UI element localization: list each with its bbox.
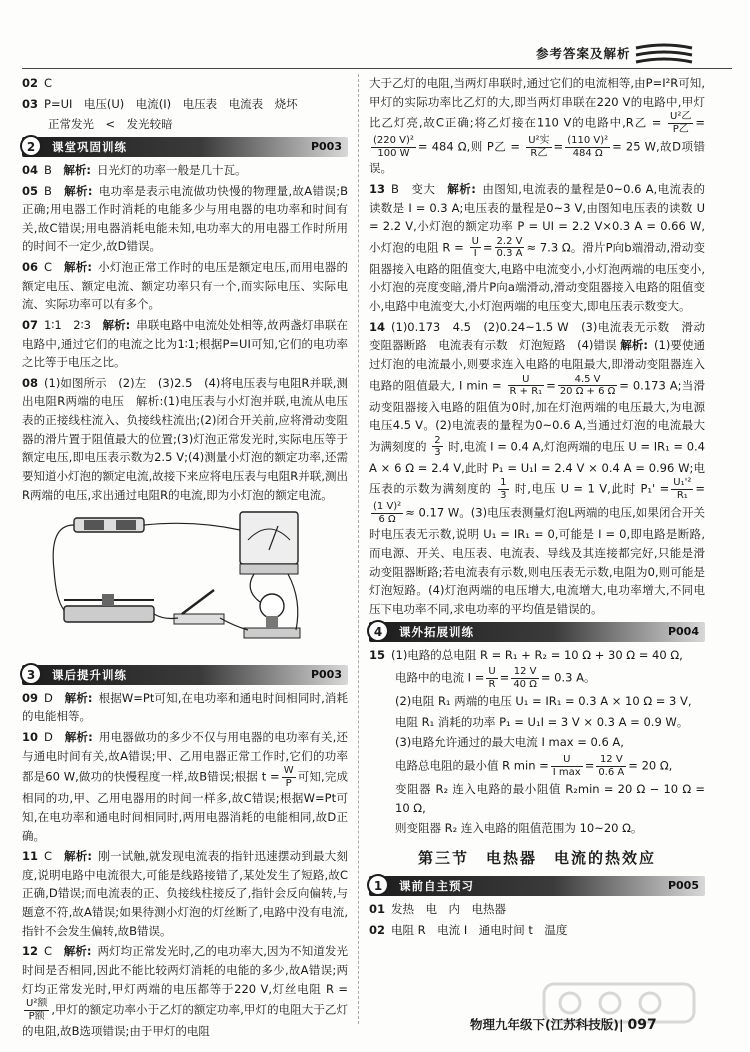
switch-icon — [174, 590, 224, 624]
section-title: 课后提升训练 — [52, 667, 127, 682]
answer-09: 09 D 解析: 根据W=Pt可知,在电功率和通电时间相同时,消耗的电能相等。 — [22, 690, 348, 724]
answer-11: 11 C 解析: 刚一试触,就发现电流表的指针迅速摆动到最大刻度,说明电路中电流很大,可能是线路接错了,某处发生了短路,故C正确,D错误;而电流表的正、负接线柱接反了,指针会反向偏转,与题意不符,故A错误;如果待测小灯泡的灯丝断了,电路中没有电流,指针不会发生偏转,故B错误。 — [22, 849, 348, 938]
section-badge: 3 — [20, 663, 42, 685]
fraction: $\frac{W}{P}$ — [283, 765, 294, 789]
section-bar-extension — [369, 622, 705, 642]
circuit-diagram — [44, 510, 314, 650]
section-badge: 1 — [367, 874, 389, 896]
footer-book-title: 物理九年级下(江苏科技版) — [470, 1017, 619, 1032]
answer-12-cont: 大于乙灯的电阻,当两灯串联时,通过它们的电流相等,由P=I²R可知,甲灯的实际功率比乙灯的大,即当两灯串联在220 V的电路中,甲灯比乙灯亮,故C正确;将乙灯接在110 V的电路中,R乙 = $\frac{\text{U²乙}}{\text{P乙}}$ = $\frac{\text{(220 V)²}}{100 W}$ = 484 Ω,则 P乙 = $\frac{\text{U²实}}{\text{R乙}}$ = $\frac{\text{(110 V)²}}{484 \Omega}$ = 25 W,故D项错误。 — [369, 76, 706, 176]
voltmeter-icon — [240, 512, 298, 574]
answer-p005-01: 01 发热 电 内 电热器 — [369, 902, 507, 917]
column-divider — [358, 74, 359, 1024]
answer-03-cont: 正常发光 < 发光较暗 — [48, 117, 173, 132]
answer-p005-02: 02 电阻 R 电流 I 通电时间 t 温度 — [369, 922, 568, 937]
section-title: 课外拓展训练 — [399, 624, 474, 639]
battery-icon — [74, 518, 144, 532]
answer-03: 03 P=UI 电压(U) 电流(I) 电压表 电流表 烧坏 — [22, 96, 298, 111]
left-column — [22, 74, 348, 1043]
answer-02: 02 C — [22, 76, 53, 90]
section-title: 课前自主预习 — [399, 879, 474, 894]
answer-07: 07 1∶1 2∶3 解析: 串联电路中电流处处相等,故两盏灯串联在电路中,通过它们的电流之比为1∶1;根据P=UI可知,它们的电功率之比等于电压之比。 — [22, 317, 348, 370]
answer-13: 13 B 变大 解析: 由图知,电流表的量程是0~0.6 A,电流表的读数是 I = 0.3 A;电压表的量程是0~3 V,由图知电压表的读数 U = 2.2 V,小灯泡的额定功率 P = UI = 2.2 V×0.3 A = 0.66 W,小灯泡的电阻 R = $\frac{U}{I}$ = $\frac{2.2 V}{0.3 A}$ ≈ 7.3 Ω。滑片P向b端滑动,滑动变阻器接入电路的阻值变大,电路中电流变小,小灯泡两端的电压变小,小灯泡的亮度变暗,滑片P向a端滑动,滑动变阻器接入电路的阻值变小,电路中电流变大,小灯泡两端的电压变大,即电压表示数变大。 — [369, 181, 706, 313]
page-number: 097 — [627, 1017, 657, 1033]
right-column — [369, 74, 705, 941]
section-page: P004 — [667, 624, 699, 638]
lamp-icon — [244, 594, 300, 638]
answer-08: 08 (1)如图所示 (2)左 (3)2.5 (4)将电压表与电阻R并联,测出电阻R两端的电压 解析:(1)电压表与小灯泡并联,电流从电压表的正接线柱流入、负接线柱流出;(2)闭合开关前,应将滑动变阻器的滑片置于阻值最大的位置;(3)灯泡正常发光时,实际电压等于额定电压,即电压表示数为2.5 V;(4)测量小灯泡的额定功率,还需要知道小灯泡的额定电流,故接下来应将电压表与电阻R并联,测出R两端的电压,求出通过电阻R的电流,即为小灯泡的额定电流。 — [22, 375, 349, 502]
book-logo-icon — [634, 42, 694, 68]
rheostat-icon — [64, 594, 154, 622]
section-page: P003 — [310, 139, 342, 153]
section-page: P005 — [667, 879, 699, 893]
fraction: $\frac{\text{U²额}}{\text{P额}}$ — [26, 998, 48, 1022]
answer-04: 04 B 解析: 日光灯的功率一般是几十瓦。 — [22, 162, 247, 177]
answer-10: 10 D 解析: 用电器做功的多少不仅与用电器的电功率有关,还与通电时间有关,故A错误;甲、乙用电器正常工作时,它们的功率都是60 W,做功的快慢程度一样,故B错误;根据 t = $\frac{W}{P}$ 可知,完成相同的功,甲、乙用电器用的时间一样多,故C错误;根据W=Pt可知,在电功率和通电时间相同时,两用电器消耗的电能相同,故D正确。 — [22, 730, 348, 843]
section-bar-classroom — [22, 137, 348, 157]
header-rule — [22, 68, 732, 69]
answer-05: 05 B 解析: 电功率是表示电流做功快慢的物理量,故A错误;B正确;用电器工作时消耗的电能多少与用电器的电功率和时间有关,故C错误;用电器消耗电能未知,电功率大的用电器工作时所用的时间不一定少,故D错误。 — [22, 183, 348, 254]
section-bar-preview — [369, 876, 705, 896]
header-title: 参考答案及解析 — [536, 46, 631, 61]
answer-06: 06 C 解析: 小灯泡正常工作时的电压是额定电压,而用电器的额定电压、额定电流、额定功率只有一个,而实际电压、实际电流、实际功率可以有多个。 — [22, 260, 348, 312]
chapter-section-title: 第三节 电热器 电流的热效应 — [417, 848, 656, 867]
section-page: P003 — [310, 667, 342, 681]
answer-12: 12 C 解析: 两灯均正常发光时,乙的电功率大,因为不知道发光时间是否相同,因此不能比较两灯消耗的电能的多少,故A错误;两灯均正常发光时,甲灯两端的电压都等于220 V,灯丝电阻 R = $\frac{\text{U²额}}{\text{P额}}$ ,甲灯的额定功率小于乙灯的额定功率,甲灯的电阻大于乙灯的电阻,故B选项错误;由于甲灯的电阻 — [22, 944, 348, 1039]
page-header — [536, 40, 736, 68]
section-badge: 4 — [367, 620, 389, 642]
page-footer: 物理九年级下(江苏科技版)| 097 — [470, 1017, 657, 1033]
answer-15: 15 (1)电路的总电阻 R = R₁ + R₂ = 10 Ω + 30 Ω = 40 Ω, 电路中的电流 I = $\frac{U}{R}$ = $\frac{12 V}{40 \Omega}$ = 0.3 A。 (2)电阻 R₁ 两端的电压 U₁ = IR₁ = 0.3 A × 10 Ω = 3 V, 电阻 R₁ 消耗的功率 P₁ = U₁I = 3 V × 0.3 A = 0.9 W。 (3)电路允许通过的最大电流 I max = 0.6 A, 电路总电阻的最小值 R min = $\frac{U}{\text{I max}}$ = $\frac{12 V}{0.6 A}$ = 20 Ω, 变阻器 R₂ 连入电路的最小阻值 R₂min = 20 Ω − 10 Ω = 10 Ω, 则变阻器 R₂ 连入电路的阻值范围为 10~20 Ω。 — [369, 647, 705, 836]
section-title: 课堂巩固训练 — [52, 139, 127, 154]
section-bar-after-class — [22, 665, 348, 685]
section-badge: 2 — [20, 135, 42, 157]
answer-14: 14 (1)0.173 4.5 (2)0.24~1.5 W (3)电流表无示数 滑动变阻器断路 电流表有示数 灯泡短路 (4)错误 解析: (1)要使通过灯泡的电流最小,则要求连入电路的电阻最大,即滑动变阻器连入电路的阻值最大, I min = $\frac{U}{\text{R + R₁}}$ = $\frac{4.5 V}{20 \Omega + 6 \Omega}$ = 0.173 A;当滑动变阻器接入电路的阻值为0时,加在灯泡两端的电压最大,为电源电压4.5 V。(2)电流表的量程为0~0.6 A,当通过灯泡的电流最大为满刻度的 $\frac{2}{3}$ 时,电流 I = 0.4 A,灯泡两端的电压 U = IR₁ = 0.4 A × 6 Ω = 2.4 V,此时 P₁ = U₁I = 2.4 V × 0.4 A = 0.96 W;电压表的示数为满刻度的 $\frac{1}{3}$ 时,电压 U = 1 V,此时 P₁' = $\frac{\text{U₁'²}}{\text{R₁}}$ = $\frac{\text{(1 V)²}}{6 \Omega}$ ≈ 0.17 W。(3)电压表测量灯泡L两端的电压,如果闭合开关时电压表无示数,说明 U₁ = IR₁ = 0,可能是 I = 0,即电路是断路,而电源、开关、电压表、电流表、导线及其连接都完好,只能是滑动变阻器断路;若电流表有示数,则电压表无示数,电阻为0,则可能是灯泡短路。(4)灯泡两端的电压增大,电流增大,电功率增大,不同电压下电功率不同,求电功率的平均值是错误的。 — [369, 319, 706, 616]
